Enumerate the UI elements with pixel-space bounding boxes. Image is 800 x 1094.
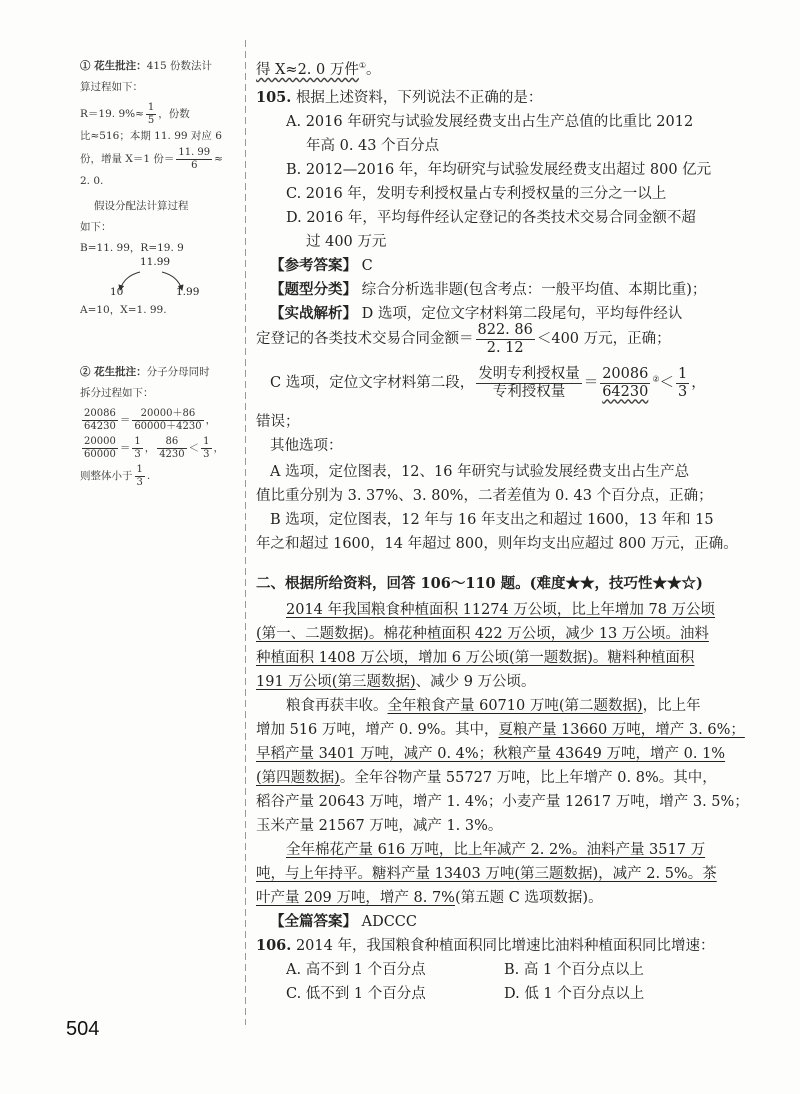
para2-line1: 粮食再获丰收。全年粮食产量 60710 万吨(第二题数据)，比上年 — [286, 698, 701, 714]
fraction: $\frac{1}{3}$ — [134, 436, 141, 460]
q105-option-c: C. 2016 年，发明专利授权量占专利授权量的三分之一以上 — [286, 186, 667, 202]
q105-stem: 105. 根据上述资料，下列说法不正确的是： — [256, 89, 543, 106]
fraction: $\frac{1}{3}$ — [203, 436, 210, 460]
q105-option-b: B. 2012—2016 年，年均研究与试验发展经费支出超过 800 亿元 — [286, 162, 712, 178]
fraction: $\frac{\text{发明专利授权量}}{\text{专利授权量}}$ — [478, 366, 580, 400]
fraction: $\frac{86}{4230}$ — [159, 436, 185, 460]
para1-line1: 2014 年我国粮食种植面积 11274 万公顷，比上年增加 78 万公顷 — [286, 602, 716, 618]
fraction: $\frac{20086}{64230}$ — [602, 366, 649, 400]
fraction: $\frac{20000}{60000}$ — [84, 436, 116, 460]
q106-option-c: C. 低不到 1 个百分点 — [286, 986, 426, 1002]
diag-top: 11.99 — [140, 256, 171, 268]
q106-stem: 106. 2014 年，我国粮食种植面积同比增速比油料种植面积同比增速： — [256, 937, 715, 954]
sidebar-note-2: ② 花生批注：分子分母同时 拆分过程如下： $\frac{20086}{64230}$ ＝ $\frac{20000+86}{60000+4230}$ ， $\frac{20000}{60000}$ ＝ $\frac{1}{3}$ ， $\frac{86}{4230}$ ＜ $\frac{1}{3}$ ， 则整体小于 $\frac{1}{3}$ . — [80, 366, 225, 488]
fraction: $\frac{11. 99}{6}$ — [178, 147, 211, 171]
section-heading: 二、根据所给资料，回答 106～110 题。(难度★★，技巧性★★☆) — [256, 575, 703, 592]
sidebar-note-1: ① 花生批注：415 份数法计 算过程如下： R＝19. 9%≈ $\frac{1}{5}$ ，份数 比≈516；本期 11. 99 对应 6 份，增量 X＝1 份＝ $\frac{11. 99}{6}$ ≈ 2. 0. 假设分配法计算过程 如下： B=11. 99，R=19. 9 — [80, 60, 223, 254]
margin-divider — [244, 40, 248, 1025]
fraction: $\frac{1}{5}$ — [147, 102, 155, 126]
reference-answer: 【参考答案】 C — [270, 257, 373, 274]
fraction: $\frac{1}{3}$ — [678, 366, 688, 400]
analysis-c-calc: C 选项，定位文字材料第二段， $\frac{\text{发明专利授权量}}{\text{专利授权量}}$ ＝ $\frac{20086}{64230}$ ②＜ $\frac{1}{3}$ ， — [270, 366, 706, 400]
q106-option-b: B. 高 1 个百分点以上 — [504, 962, 644, 978]
fraction: $\frac{822. 86}{2. 12}$ — [477, 322, 533, 356]
analysis-d-calc: 定登记的各类技术交易合同金额＝ $\frac{822. 86}{2. 12}$ ＜400 万元，正确； — [256, 322, 671, 356]
note1-result: A=10，X=1. 99. — [80, 304, 167, 316]
fraction: $\frac{1}{3}$ — [136, 464, 143, 488]
page-number: 504 — [66, 1018, 100, 1040]
diag-right: 1.99 — [176, 286, 200, 298]
q105-option-a: A. 2016 年研究与试验发展经费支出占生产总值的比重比 2012 — [286, 114, 694, 130]
para3-line1: 全年棉花产量 616 万吨，比上年减产 2. 2%。油料产量 3517 万 — [286, 842, 706, 858]
full-answer: 【全篇答案】 ADCCC — [270, 913, 417, 930]
note1-head: ① 花生批注： — [80, 60, 147, 72]
fraction: $\frac{20086}{64230}$ — [84, 408, 116, 432]
question-type: 【题型分类】 综合分析选非题(包含考点：一般平均值、本期比重)； — [270, 281, 707, 298]
q106-option-a: A. 高不到 1 个百分点 — [286, 962, 426, 978]
analysis: 【实战解析】 D 选项，定位文字材料第二段尾句，平均每件经认 — [270, 305, 683, 322]
note2-head: ② 花生批注： — [80, 366, 147, 378]
diag-left: 10 — [110, 286, 124, 298]
analysis-option-b: B 选项，定位图表，12 年与 16 年支出之和超过 1600，13 年和 15 — [270, 512, 714, 528]
carryover-line: 得 X≈2. 0 万件①。 — [256, 61, 381, 78]
q105-option-d: D. 2016 年，平均每件经认定登记的各类技术交易合同金额不超 — [286, 210, 696, 226]
q106-option-d: D. 低 1 个百分点以上 — [504, 986, 645, 1002]
analysis-option-a: A 选项，定位图表，12、16 年研究与试验发展经费支出占生产总 — [270, 464, 690, 480]
fraction: $\frac{20000+86}{60000+4230}$ — [134, 408, 202, 432]
